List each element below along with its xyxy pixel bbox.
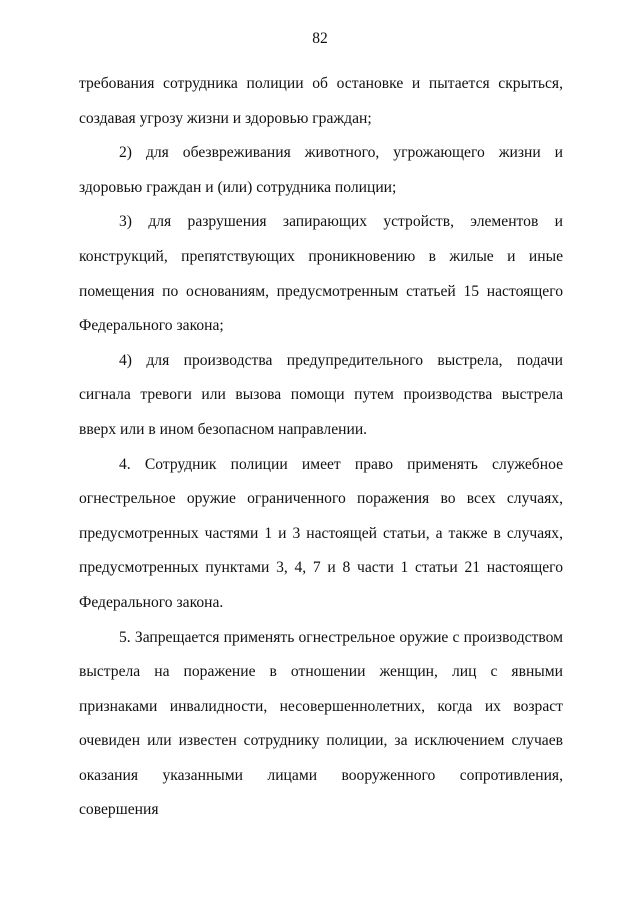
paragraph-item-2: 2) для обезвреживания животного, угрожающего жизни и здоровью граждан и (или) сотрудника полиции; [79, 144, 563, 196]
paragraph-item-4: 4) для производства предупредительного выстрела, подачи сигнала тревоги или вызова помощи путем производства выстрела вверх или в ином безопасном направлении. [79, 351, 563, 438]
paragraph-section-4: 4. Сотрудник полиции имеет право применять служебное огнестрельное оружие ограниченного поражения во всех случаях, предусмотренных частями 1 и 3 настоящей статьи, а также в случаях, предусмотренных пунктами 3, 4, 7 и 8 части 1 статьи 21 настоящего Федерального закона. [79, 455, 563, 611]
paragraph-continuation: требования сотрудника полиции об остановке и пытается скрыться, создавая угрозу жизни и здоровью граждан; [79, 75, 563, 127]
document-body [79, 67, 563, 828]
paragraph-item-3: 3) для разрушения запирающих устройств, элементов и конструкций, препятствующих проникновению в жилые и иные помещения по основаниям, предусмотренным статьей 15 настоящего Федерального закона; [79, 213, 563, 335]
paragraph-section-5: 5. Запрещается применять огнестрельное оружие с производством выстрела на поражение в отношении женщин, лиц с явными признаками инвалидности, несовершеннолетних, когда их возраст очевиден или известен сотруднику полиции, за исключением случаев оказания указанными лицами вооруженного сопротивления, совершения [79, 628, 563, 819]
page-number: 82 [312, 30, 328, 47]
